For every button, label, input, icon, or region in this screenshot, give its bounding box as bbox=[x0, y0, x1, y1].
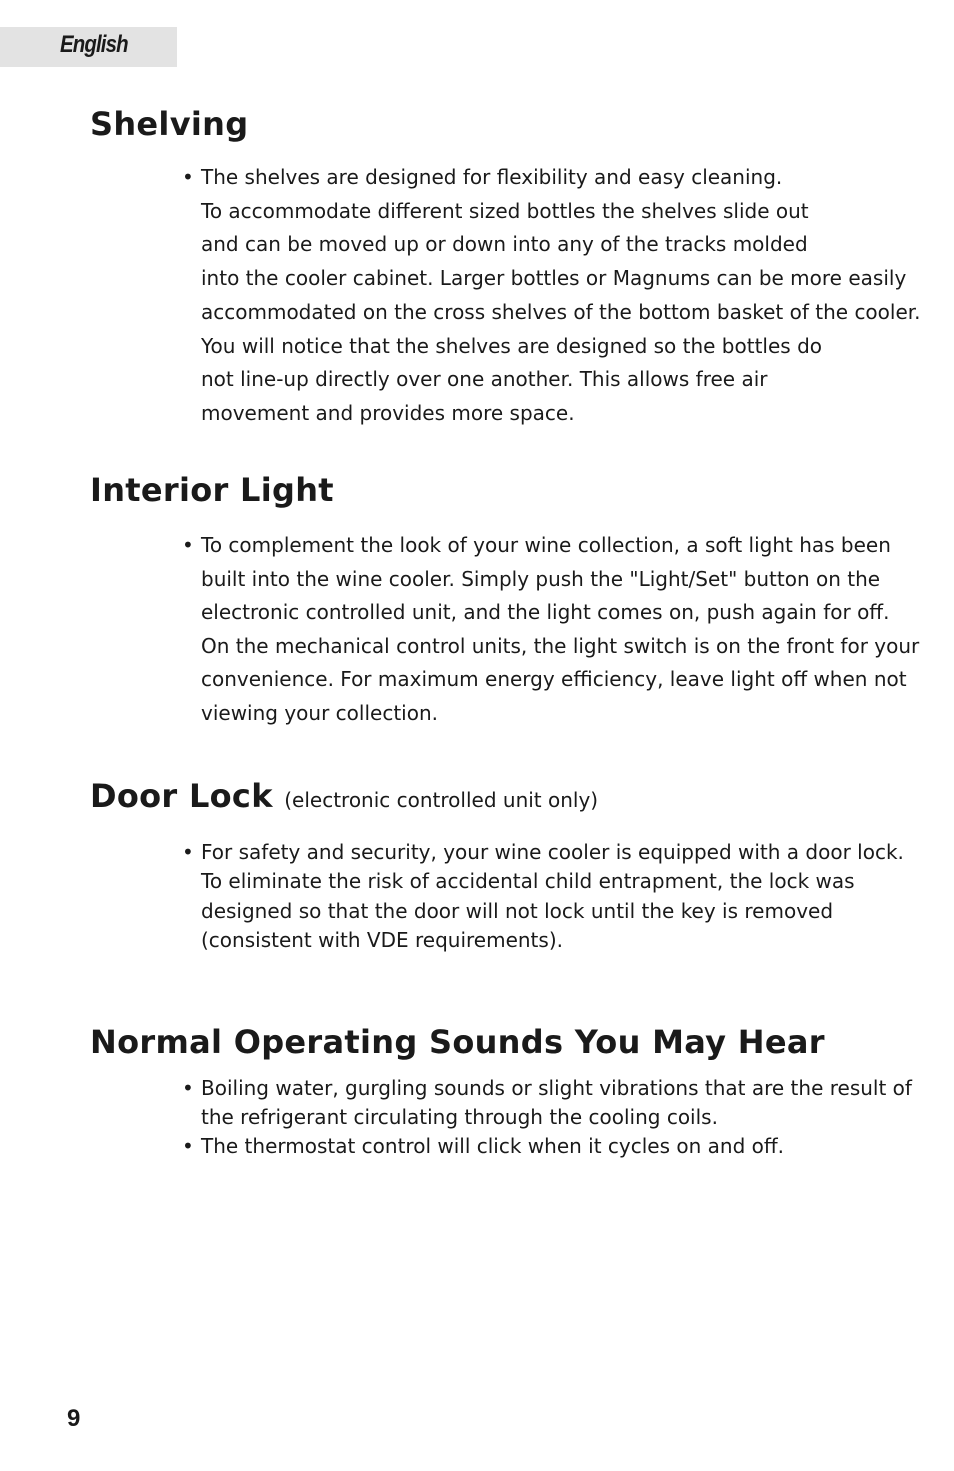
text-line: movement and provides more space. bbox=[201, 400, 575, 425]
bullet-icon: • bbox=[182, 533, 194, 557]
shelving-title: Shelving bbox=[90, 105, 249, 143]
text-line: and can be moved up or down into any of the tracks molded bbox=[201, 232, 808, 257]
text-line: The thermostat control will click when it cycles on and off. bbox=[201, 1134, 785, 1158]
bullet-icon: • bbox=[182, 165, 194, 189]
door-lock-title: Door Lock bbox=[90, 777, 273, 815]
text-line: (consistent with VDE requirements). bbox=[201, 928, 563, 953]
text-line: To accommodate different sized bottles the shelves slide out bbox=[201, 198, 809, 223]
text-line: viewing your collection. bbox=[201, 700, 438, 725]
text-line: designed so that the door will not lock until the key is removed bbox=[201, 898, 834, 923]
sounds-body bbox=[182, 1074, 912, 1161]
text-line: You will notice that the shelves are designed so the bottles do bbox=[201, 333, 822, 358]
text-line: built into the wine cooler. Simply push the "Light/Set" button on the bbox=[201, 566, 881, 591]
text-line: electronic controlled unit, and the light comes on, push again for off. bbox=[201, 600, 890, 625]
text-line: accommodated on the cross shelves of the bottom basket of the cooler. bbox=[201, 299, 921, 324]
door-lock-heading bbox=[90, 777, 598, 815]
text-line: the refrigerant circulating through the cooling coils. bbox=[201, 1105, 718, 1129]
bullet-icon: • bbox=[182, 840, 194, 864]
bullet-icon: • bbox=[182, 1134, 194, 1158]
text-line: Boiling water, gurgling sounds or slight vibrations that are the result of bbox=[201, 1076, 912, 1100]
text-line: convenience. For maximum energy efficiency, leave light off when not bbox=[201, 667, 907, 692]
text-line: On the mechanical control units, the light switch is on the front for your bbox=[201, 633, 920, 658]
sounds-heading bbox=[90, 1023, 825, 1061]
shelving-body bbox=[182, 161, 921, 431]
text-line: The shelves are designed for flexibility and easy cleaning. bbox=[201, 165, 783, 189]
interior-light-title: Interior Light bbox=[90, 471, 334, 509]
text-line: To complement the look of your wine collection, a soft light has been bbox=[201, 533, 891, 557]
interior-light-body bbox=[182, 529, 920, 731]
door-lock-note: (electronic controlled unit only) bbox=[284, 788, 599, 812]
list-item bbox=[182, 1074, 912, 1132]
sounds-title: Normal Operating Sounds You May Hear bbox=[90, 1023, 825, 1061]
list-item bbox=[182, 161, 921, 431]
text-line: into the cooler cabinet. Larger bottles or Magnums can be more easily bbox=[201, 266, 907, 291]
bullet-icon: • bbox=[182, 1076, 194, 1100]
list-item bbox=[182, 529, 920, 731]
page-number: 9 bbox=[67, 1405, 81, 1432]
door-lock-body bbox=[182, 838, 904, 956]
interior-light-heading bbox=[90, 471, 334, 509]
list-item bbox=[182, 838, 904, 956]
text-line: For safety and security, your wine cooler is equipped with a door lock. bbox=[201, 840, 904, 864]
shelving-heading bbox=[90, 105, 248, 143]
list-item bbox=[182, 1132, 882, 1161]
text-line: To eliminate the risk of accidental child entrapment, the lock was bbox=[201, 869, 855, 894]
text-line: not line-up directly over one another. This allows free air bbox=[201, 367, 768, 392]
language-tab bbox=[0, 27, 177, 67]
language-label: English bbox=[60, 31, 128, 58]
